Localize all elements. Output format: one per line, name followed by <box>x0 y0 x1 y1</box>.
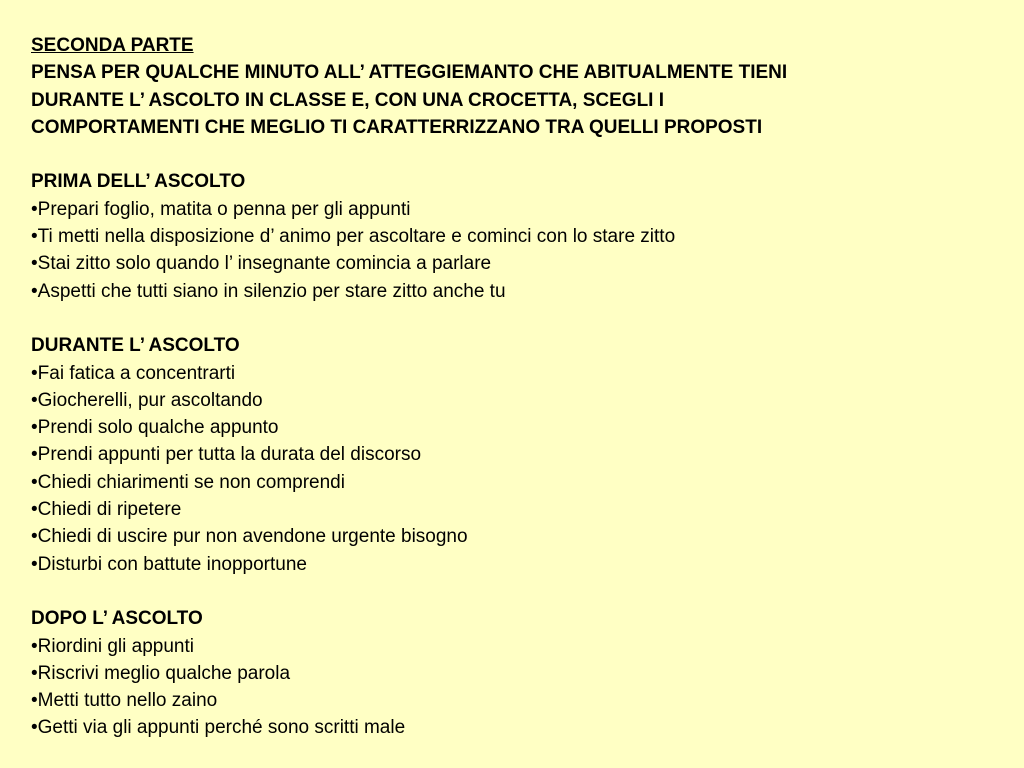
list-item: •Disturbi con battute inopportune <box>31 553 307 575</box>
list-item: •Riscrivi meglio qualche parola <box>31 662 291 684</box>
list-item: •Chiedi di uscire pur non avendone urgente bisogno <box>31 526 468 548</box>
list-item: •Giocherelli, pur ascoltando <box>31 389 263 411</box>
spacer <box>31 578 991 605</box>
instruction-line-1: PENSA PER QUALCHE MINUTO ALL’ ATTEGGIEMANTO CHE ABITUALMENTE TIENI <box>31 62 788 84</box>
section-heading-durante: DURANTE L’ ASCOLTO <box>31 335 240 357</box>
instruction-line-3: COMPORTAMENTI CHE MEGLIO TI CARATTERRIZZANO TRA QUELLI PROPOSTI <box>31 116 763 138</box>
spacer <box>31 141 991 168</box>
list-item: •Riordini gli appunti <box>31 635 194 657</box>
list-item: •Prendi appunti per tutta la durata del discorso <box>31 444 422 466</box>
list-item: •Aspetti che tutti siano in silenzio per stare zitto anche tu <box>31 280 506 302</box>
list-item: •Ti metti nella disposizione d’ animo per ascoltare e cominci con lo stare zitto <box>31 226 676 248</box>
list-item: •Metti tutto nello zaino <box>31 690 218 712</box>
instruction-line-2: DURANTE L’ ASCOLTO IN CLASSE E, CON UNA CROCETTA, SCEGLI I <box>31 89 665 111</box>
section-list-dopo <box>31 633 991 742</box>
list-item: •Fai fatica a concentrarti <box>31 362 236 384</box>
section-heading-prima: PRIMA DELL’ ASCOLTO <box>31 171 246 193</box>
section-list-durante <box>31 360 991 578</box>
list-item: •Prendi solo qualche appunto <box>31 417 279 439</box>
section-heading-dopo: DOPO L’ ASCOLTO <box>31 608 203 630</box>
page-title: SECONDA PARTE <box>31 35 194 56</box>
list-item: •Chiedi di ripetere <box>31 499 182 521</box>
spacer <box>31 305 991 332</box>
list-item: •Stai zitto solo quando l’ insegnante comincia a parlare <box>31 253 492 275</box>
section-list-prima <box>31 196 991 305</box>
list-item: •Getti via gli appunti perché sono scritti male <box>31 717 406 739</box>
list-item: •Prepari foglio, matita o penna per gli appunti <box>31 198 411 220</box>
slide-content <box>31 32 991 742</box>
list-item: •Chiedi chiarimenti se non comprendi <box>31 471 345 493</box>
